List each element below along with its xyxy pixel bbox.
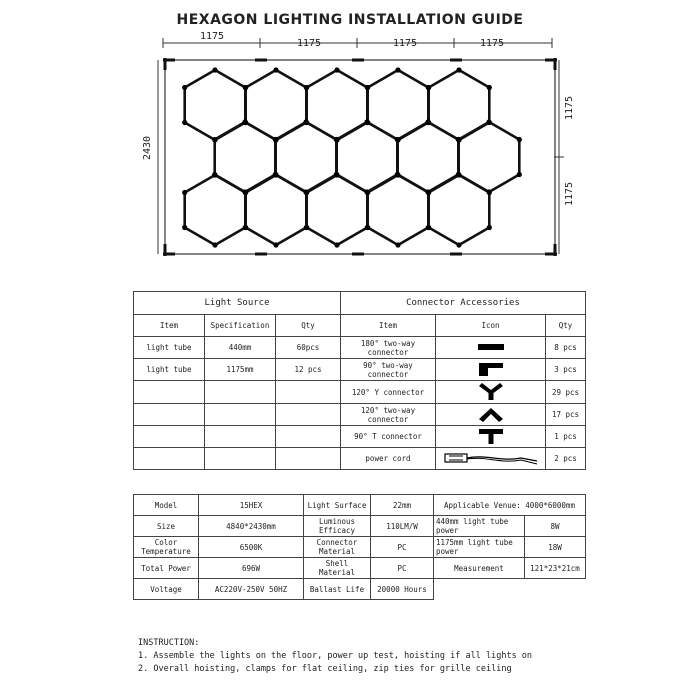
connector-node <box>273 67 278 72</box>
col-icon: Icon <box>436 315 546 337</box>
page-title: HEXAGON LIGHTING INSTALLATION GUIDE <box>176 12 524 28</box>
connector-node <box>212 67 217 72</box>
ballast-label: Ballast Life <box>304 579 371 600</box>
ballast-value: 20000 Hours <box>371 579 434 600</box>
hexagon-cell <box>246 70 307 140</box>
instruction-line-1: 1. Assemble the lights on the floor, power up test, hoisting if all lights on <box>138 651 533 661</box>
connector-node <box>303 119 308 124</box>
connector-node <box>364 119 369 124</box>
hexagon-cell <box>429 70 490 140</box>
instruction-heading: INSTRUCTION: <box>138 638 200 648</box>
conn-qty: 3 pcs <box>546 359 586 381</box>
conn-item: 90° T connector <box>341 426 436 448</box>
connector-node <box>334 172 339 177</box>
conn-item: power cord <box>341 448 436 470</box>
connector-node <box>182 120 187 125</box>
outer-frame <box>165 60 555 254</box>
hexagon-cell <box>307 70 368 140</box>
table-row <box>134 404 586 426</box>
measure-value: 121*23*21cm <box>525 558 586 579</box>
voltage-value: AC220V-250V 50HZ <box>199 579 304 600</box>
connector-node <box>395 172 400 177</box>
conn-item: 90° two-way connector <box>341 359 436 381</box>
connector-node <box>212 137 217 142</box>
y-connector-icon <box>436 381 546 404</box>
chevron-connector-icon <box>436 404 546 426</box>
connector-node <box>365 225 370 230</box>
table-row <box>134 359 586 381</box>
conn-item: 180° two-way connector <box>341 337 436 359</box>
top-dim-3: 1175 <box>392 38 418 49</box>
shell-label: Shell Material <box>304 558 371 579</box>
ls-qty: 12 pcs <box>276 359 341 381</box>
connector-node <box>456 172 461 177</box>
top-dim-1: 1175 <box>199 31 225 42</box>
specs-table <box>133 494 586 600</box>
conn-mat-label: Connector Material <box>304 537 371 558</box>
components-table <box>133 291 586 470</box>
connector-node <box>487 85 492 90</box>
venue: Applicable Venue: 4000*6000mm <box>434 495 586 516</box>
corner-connector-icon <box>436 359 546 381</box>
conn-item: 120° two-way connector <box>341 404 436 426</box>
connector-node <box>182 225 187 230</box>
frame-tube-marks <box>163 58 557 256</box>
col-item: Item <box>134 315 205 337</box>
light-source-header: Light Source <box>134 292 341 315</box>
connector-node <box>243 225 248 230</box>
model-value: 15HEX <box>199 495 304 516</box>
p1175-label: 1175mm light tube power <box>434 537 525 558</box>
connector-node <box>486 119 491 124</box>
connector-node <box>456 242 461 247</box>
connector-node <box>395 137 400 142</box>
connector-node <box>456 137 461 142</box>
color-label: Color Temperature <box>134 537 199 558</box>
col-qty: Qty <box>276 315 341 337</box>
top-dimension <box>163 31 552 49</box>
connector-node <box>456 67 461 72</box>
model-label: Model <box>134 495 199 516</box>
ls-spec: 1175mm <box>205 359 276 381</box>
right-dimension <box>554 60 575 254</box>
right-dim-2: 1175 <box>564 181 575 207</box>
col-spec: Specification <box>205 315 276 337</box>
p440-label: 440mm light tube power <box>434 516 525 537</box>
table-row <box>134 426 586 448</box>
measure-label: Measurement <box>434 558 525 579</box>
connector-node <box>243 85 248 90</box>
table-row <box>134 448 586 470</box>
p440-value: 8W <box>525 516 586 537</box>
table-row <box>134 337 586 359</box>
right-dim-1: 1175 <box>564 95 575 121</box>
connector-node <box>243 190 248 195</box>
connector-node <box>212 242 217 247</box>
connector-node <box>517 137 522 142</box>
connector-node <box>212 172 217 177</box>
instruction-line-2: 2. Overall hoisting, clamps for flat ceiling, zip ties for grille ceiling <box>138 664 512 674</box>
connector-node <box>182 85 187 90</box>
connector-node <box>334 242 339 247</box>
size-label: Size <box>134 516 199 537</box>
connector-node <box>517 172 522 177</box>
connector-node <box>425 119 430 124</box>
ls-qty: 60pcs <box>276 337 341 359</box>
conn-qty: 2 pcs <box>546 448 586 470</box>
conn-qty: 29 pcs <box>546 381 586 404</box>
total-label: Total Power <box>134 558 199 579</box>
efficacy-value: 110LM/W <box>371 516 434 537</box>
connector-node <box>334 67 339 72</box>
efficacy-label: Luminous Efficacy <box>304 516 371 537</box>
connector-node <box>487 225 492 230</box>
voltage-label: Voltage <box>134 579 199 600</box>
conn-qty: 1 pcs <box>546 426 586 448</box>
conn-mat-value: PC <box>371 537 434 558</box>
top-dim-2: 1175 <box>296 38 322 49</box>
connector-node <box>426 225 431 230</box>
left-dim: 2430 <box>142 135 153 161</box>
connector-node <box>182 190 187 195</box>
connector-node <box>304 225 309 230</box>
color-value: 6500K <box>199 537 304 558</box>
connector-node <box>304 190 309 195</box>
top-dim-4: 1175 <box>479 38 505 49</box>
hexagon-cell <box>185 70 246 140</box>
p1175-value: 18W <box>525 537 586 558</box>
ls-spec: 440mm <box>205 337 276 359</box>
surface-label: Light Surface <box>304 495 371 516</box>
connector-node <box>242 119 247 124</box>
connector-node <box>395 67 400 72</box>
t-connector-icon <box>436 426 546 448</box>
surface-value: 22mm <box>371 495 434 516</box>
connector-node <box>395 242 400 247</box>
connector-node <box>487 190 492 195</box>
connector-node <box>426 85 431 90</box>
ls-item: light tube <box>134 359 205 381</box>
conn-qty: 17 pcs <box>546 404 586 426</box>
connector-node <box>273 137 278 142</box>
ls-item: light tube <box>134 337 205 359</box>
left-dimension <box>142 60 158 254</box>
connector-header: Connector Accessories <box>341 292 586 315</box>
connector-node <box>273 242 278 247</box>
size-value: 4840*2430mm <box>199 516 304 537</box>
connector-node <box>273 172 278 177</box>
conn-item: 120° Y connector <box>341 381 436 404</box>
table-row <box>134 381 586 404</box>
connector-node <box>304 85 309 90</box>
connector-node <box>365 190 370 195</box>
connector-node <box>426 190 431 195</box>
connector-node <box>334 137 339 142</box>
hexagon-layout-diagram <box>0 0 700 290</box>
col-conn-qty: Qty <box>546 315 586 337</box>
power-cord-icon <box>436 448 546 470</box>
straight-connector-icon <box>436 337 546 359</box>
conn-qty: 8 pcs <box>546 337 586 359</box>
connector-node <box>365 85 370 90</box>
col-conn-item: Item <box>341 315 436 337</box>
total-value: 696W <box>199 558 304 579</box>
hexagon-grid <box>182 67 522 247</box>
shell-value: PC <box>371 558 434 579</box>
hexagon-cell <box>368 70 429 140</box>
